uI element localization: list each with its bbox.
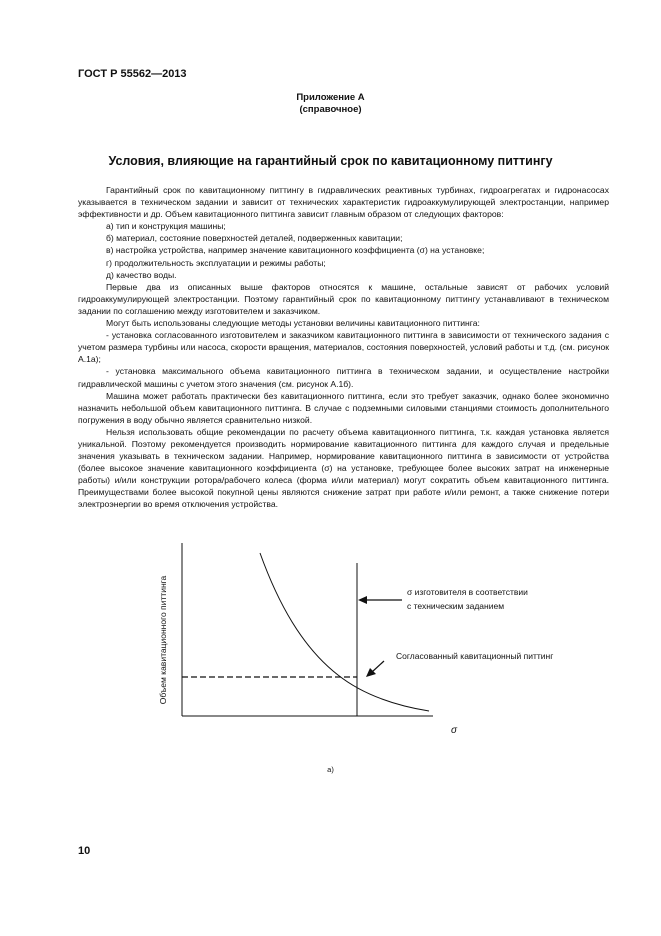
annotation-agreed-pitting: Согласованный кавитационный питтинг bbox=[396, 651, 554, 661]
paragraph: Первые два из описанных выше факторов относятся к машине, остальные зависят от рабочих условий гидроаккумулирующей электростанции. Поэтому гарантийный срок по кавитационному питтингу устанавливают в техническом задании по соглашению между изготовителем и заказчиком. bbox=[78, 281, 609, 316]
paragraph: - установка согласованного изготовителем и заказчиком кавитационного питтинга в зависимости от технического задания с учетом размера турбины или насоса, скорости вращения, материалов, состояния поверхностей, условий работы и т.д. (см. рисунок А.1а); bbox=[78, 330, 609, 365]
list-item: а) тип и конструкция машины; bbox=[106, 221, 226, 232]
appendix-heading bbox=[0, 92, 661, 116]
list-item: д) качество воды. bbox=[106, 269, 177, 280]
paragraph: Машина может работать практически без кавитационного питтинга, если это требует заказчик, однако более экономично назначить небольшой объем кавитационного питтинга. В случае с подземными силовыми станциями стоимость дополнительного погружения в воду обычно является сравнительно низкой. bbox=[78, 390, 609, 425]
annotation-technical-task: с техническим заданием bbox=[407, 601, 505, 611]
figure-y-label: Объем кавитационного питтинга bbox=[158, 575, 168, 705]
appendix-title: Приложение А bbox=[296, 92, 365, 103]
annotation-sigma-manufacturer: σ изготовителя в соответствии bbox=[407, 587, 528, 597]
figure-caption: а) bbox=[327, 765, 334, 774]
cavitation-figure bbox=[150, 535, 620, 750]
list-item: в) настройка устройства, например значение кавитационного коэффициента (σ) на установке; bbox=[106, 245, 485, 256]
list-item: б) материал, состояние поверхностей деталей, подверженных кавитации; bbox=[106, 233, 403, 244]
arrow-2-shaft bbox=[372, 661, 384, 672]
paragraph: Могут быть использованы следующие методы установки величины кавитационного питтинга: bbox=[106, 318, 480, 329]
list-item: г) продолжительность эксплуатации и режимы работы; bbox=[106, 257, 326, 268]
page-number: 10 bbox=[78, 845, 91, 857]
arrow-1-head bbox=[358, 596, 367, 604]
figure-x-label: σ bbox=[451, 725, 458, 736]
paragraph: Нельзя использовать общие рекомендации по расчету объема кавитационного питтинга, т.к. каждая установка является уникальной. Поэтому рекомендуется производить нормирование кавитационного питтинга для каждого случая и предельные значения указывать в техническом задании. Например, нормирование кавитационного питтинга в зависимости от устройства (более высокое значение кавитационного коэффициента (σ) на установке, требующее более высоких затрат на инженерные работы) и/или конструкции ротора/рабочего колеса (форма и/или материал) могут сократить объем кавитационного питтинга. Преимуществами более высокой покупной цены являются снижение затрат при работе и/или ремонт, а также снижение потери электроэнергии во время отключения устройства. bbox=[78, 426, 609, 510]
cavitation-curve bbox=[260, 553, 429, 711]
paragraph: Гарантийный срок по кавитационному питтингу в гидравлических реактивных турбинах, гидроагрегатах и гидронасосах указывается в техническом задании и зависит от технических характеристик гидроаккумулирующей электростанции, например эффективности и др. Объем кавитационного питтинга зависит главным образом от следующих факторов: bbox=[78, 185, 609, 220]
section-title: Условия, влияющие на гарантийный срок по кавитационному питтингу bbox=[108, 154, 553, 168]
body-text bbox=[78, 184, 609, 511]
document-header: ГОСТ Р 55562—2013 bbox=[78, 68, 187, 80]
appendix-subtitle: (справочное) bbox=[299, 104, 362, 115]
paragraph: - установка максимального объема кавитационного питтинга в техническом задании, и осуществление настройки гидравлической машины с учетом этого значения (см. рисунок А.1б). bbox=[78, 366, 609, 389]
